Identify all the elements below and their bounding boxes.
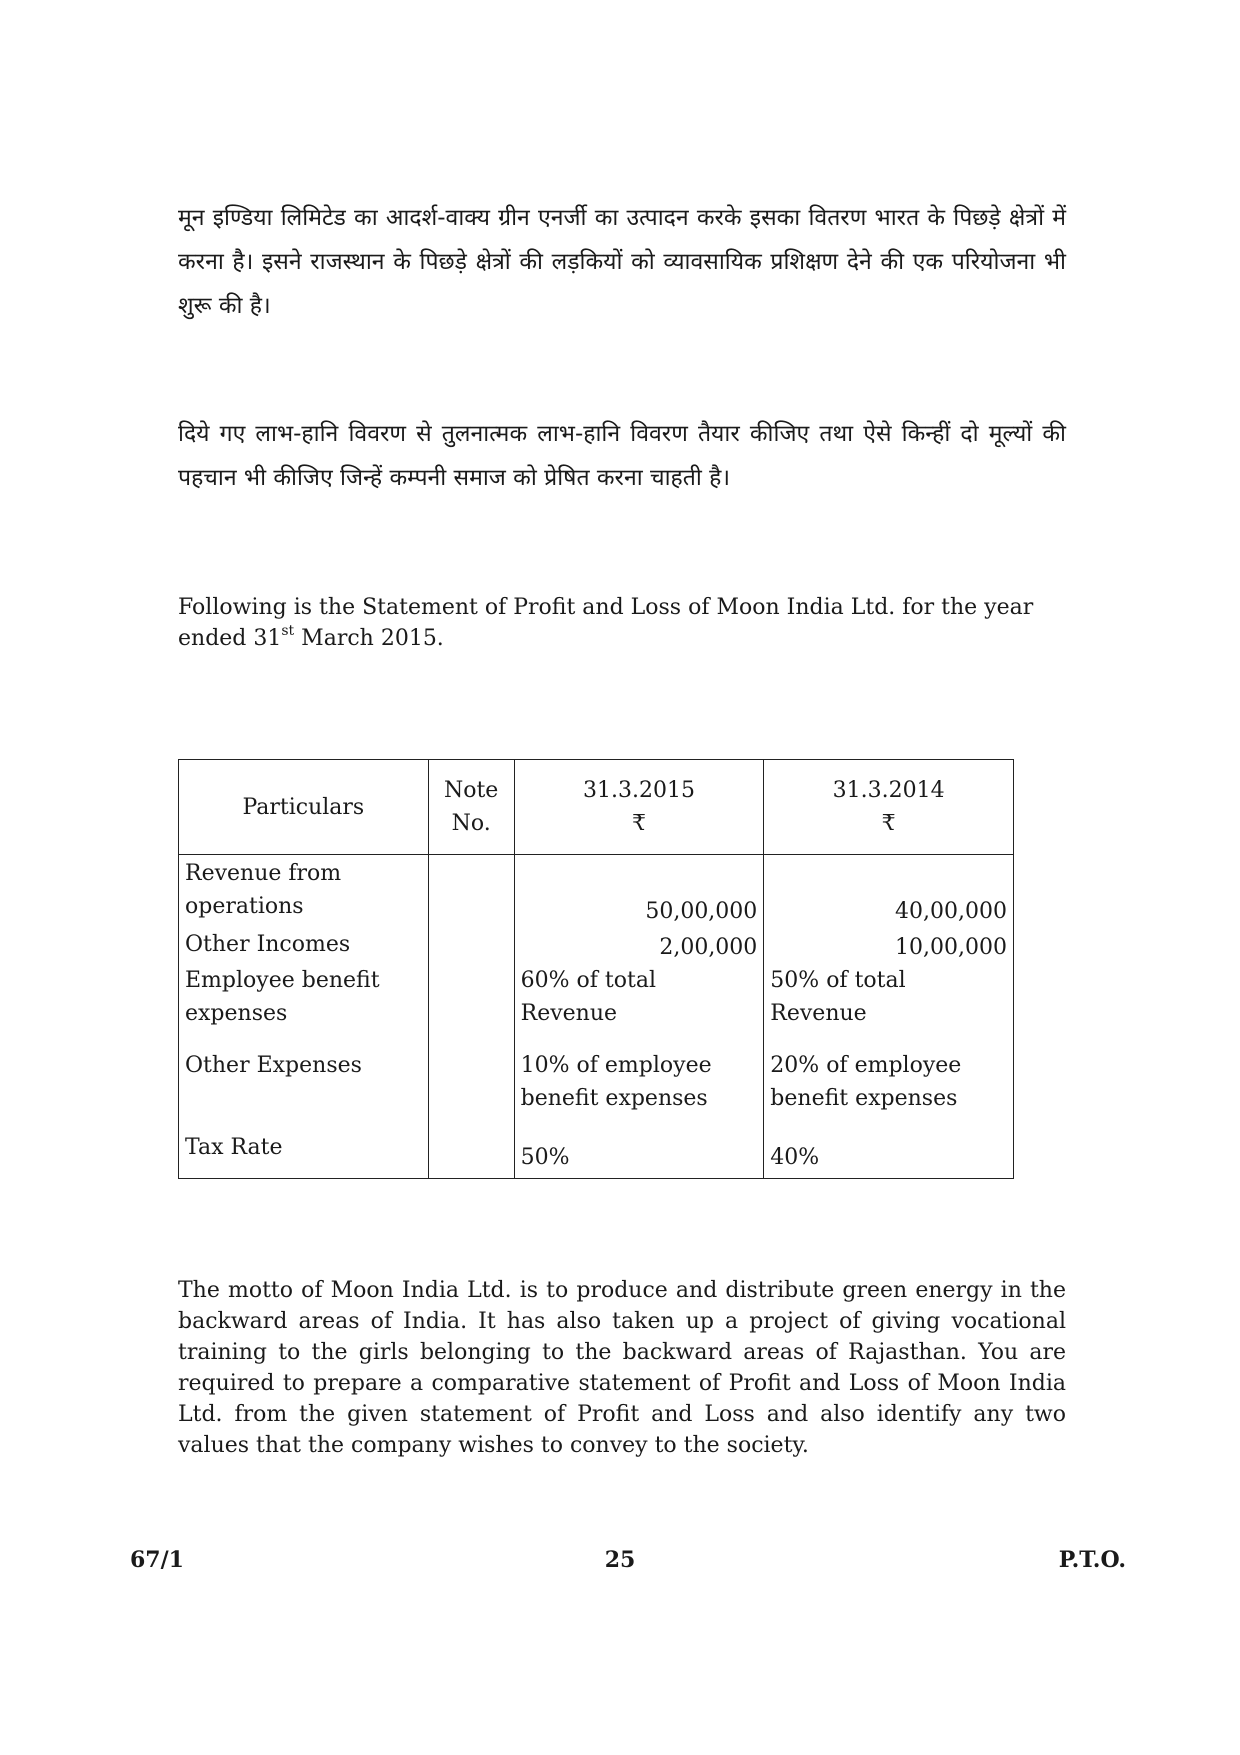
row-label-revenue: Revenue from operations	[179, 855, 429, 929]
english-paragraph-question: The motto of Moon India Ltd. is to produce and distribute green energy in the backward areas of India. It has also taken up a project of giving vocational training to the girls belonging to the backward areas of Rajasthan. You are required to prepare a comparative statement of Profit and Loss of Moon India Ltd. from the given statement of Profit and Loss and also identify any two values that the company wishes to convey to the society.	[178, 1278, 1066, 1458]
header-year-2015	[514, 760, 764, 855]
row-2015-other-incomes: 2,00,000	[514, 928, 764, 964]
row-2015-tax-rate: 50%	[514, 1121, 764, 1179]
table-row	[179, 855, 1014, 929]
row-2014-revenue: 40,00,000	[764, 855, 1014, 929]
row-2014-employee-benefit: 50% of total Revenue	[764, 964, 1014, 1035]
table-row	[179, 964, 1014, 1035]
table-row	[179, 1035, 1014, 1121]
paper-code: 67/1	[130, 1547, 184, 1573]
profit-loss-table	[178, 759, 1014, 1179]
intro-paragraph	[178, 592, 1066, 654]
table-header-row	[179, 760, 1014, 855]
header-year-2015-date: 31.3.2015	[582, 778, 695, 803]
row-note-other-incomes	[428, 928, 514, 964]
pto-label: P.T.O.	[1058, 1547, 1126, 1573]
hindi-paragraph-question: दिये गए लाभ-हानि विवरण से तुलनात्मक लाभ-हानि विवरण तैयार कीजिए तथा ऐसे किन्हीं दो मूल्यों की पहचान भी कीजिए जिन्हें कम्पनी समाज को प्रेषित करना चाहती है।	[178, 421, 1066, 491]
header-note-line2: No.	[451, 811, 491, 836]
header-year-2014-currency: ₹	[881, 811, 896, 836]
header-note-line1: Note	[443, 778, 499, 803]
table-row	[179, 928, 1014, 964]
row-2014-other-incomes: 10,00,000	[764, 928, 1014, 964]
header-year-2014-date: 31.3.2014	[832, 778, 945, 803]
row-label-employee-benefit: Employee benefit expenses	[179, 964, 429, 1035]
row-label-tax-rate: Tax Rate	[179, 1121, 429, 1179]
intro-superscript: st	[281, 622, 295, 639]
row-2015-other-expenses: 10% of employee benefit expenses	[514, 1035, 764, 1121]
header-year-2014	[764, 760, 1014, 855]
row-2014-other-expenses: 20% of employee benefit expenses	[764, 1035, 1014, 1121]
header-note-no	[428, 760, 514, 855]
table-row	[179, 1121, 1014, 1179]
intro-text: Following is the Statement of Profit and Loss of Moon India Ltd. for the year ended 31	[178, 595, 1034, 651]
hindi-paragraph-motto: मून इण्डिया लिमिटेड का आदर्श-वाक्य ग्रीन एनर्जी का उत्पादन करके इसका वितरण भारत के पिछड़े क्षेत्रों में करना है। इसने राजस्थान के पिछड़े क्षेत्रों की लड़कियों को व्यावसायिक प्रशिक्षण देने की एक परियोजना भी शुरू की है।	[178, 205, 1066, 319]
header-particulars: Particulars	[179, 760, 429, 855]
header-year-2015-currency: ₹	[631, 811, 646, 836]
row-2015-revenue: 50,00,000	[514, 855, 764, 929]
row-note-revenue	[428, 855, 514, 929]
row-label-other-incomes: Other Incomes	[179, 928, 429, 964]
row-note-employee-benefit	[428, 964, 514, 1035]
row-note-other-expenses	[428, 1035, 514, 1121]
row-label-other-expenses: Other Expenses	[179, 1035, 429, 1121]
intro-text-end: March 2015.	[294, 626, 444, 651]
row-note-tax-rate	[428, 1121, 514, 1179]
row-2015-employee-benefit: 60% of total Revenue	[514, 964, 764, 1035]
page-number: 25	[604, 1547, 636, 1573]
row-2014-tax-rate: 40%	[764, 1121, 1014, 1179]
